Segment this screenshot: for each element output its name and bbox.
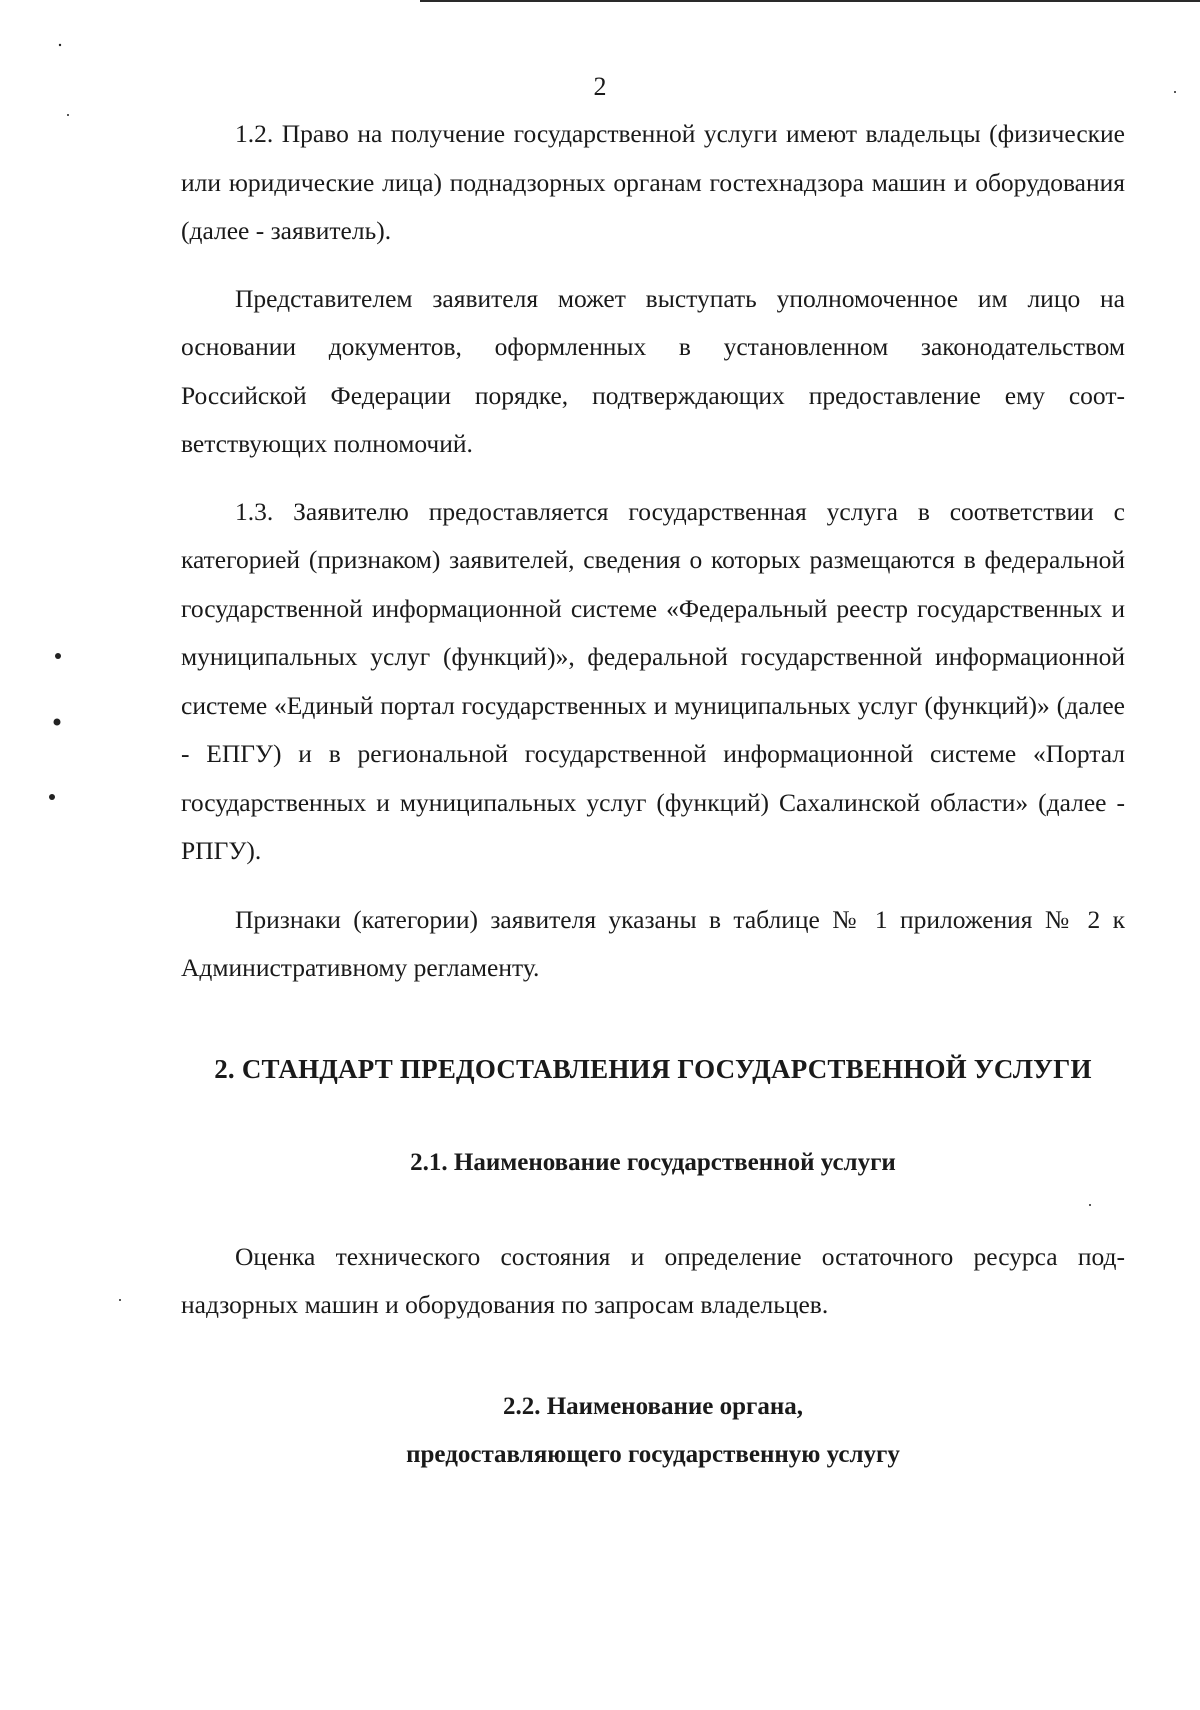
speck-mark: [67, 114, 69, 116]
speck-mark: [119, 1299, 121, 1301]
paragraph-applicant-signs: Признаки (категории) заявителя указаны в таблице № 1 приложения № 2 к Административному регламенту.: [181, 904, 1125, 982]
speck-mark: [49, 794, 55, 800]
page-number: 2: [593, 72, 607, 101]
speck-mark: [54, 719, 61, 726]
paragraph-representative: Представителем заявителя может выступать уполномоченное им лицо на основании документов, оформленных в установленном законодательством Российской Федерации порядке, подтверждающих предоставление ему соответствующих полномочий.: [181, 283, 1125, 458]
document-body: [181, 110, 1125, 1479]
subsection-heading-2-2-line1: 2.2. Наименование органа,: [502, 1392, 804, 1420]
scan-top-rule: [420, 0, 1200, 2]
speck-mark: [55, 653, 61, 659]
subsection-heading-2-2-line2: предоставляющего государственную услугу: [406, 1440, 900, 1468]
speck-mark: [59, 44, 61, 46]
section-heading-2: 2. СТАНДАРТ ПРЕДОСТАВЛЕНИЯ ГОСУДАРСТВЕННОЙ УСЛУГИ: [214, 1053, 1092, 1084]
paragraph-2-1-service-name: Оценка технического состояния и определение остаточного ресурса поднадзорных машин и оборудования по запросам владельцев.: [181, 1241, 1125, 1319]
subsection-heading-2-1: 2.1. Наименование государственной услуги: [410, 1148, 896, 1176]
paragraph-1-2: 1.2. Право на получение государственной услуги имеют владельцы (физические или юридические лица) поднадзорных органам гостехнадзора машин и оборудования (далее - заявитель).: [181, 119, 1125, 245]
paragraph-1-3: 1.3. Заявителю предоставляется государственная услуга в соответствии с категорией (признаком) заявителей, сведения о которых размещаются в федеральной государственной информационной системе «Федеральный реестр государственных и муниципальных услуг (функций)», федеральной государственной информационной системе «Единый портал государственных и муниципальных услуг (функций)» (далее - ЕПГУ) и в региональной государственной информационной системе «Портал государственных и муниципальных услуг (функций) Сахалинской области» (далее - РПГУ).: [181, 496, 1125, 865]
